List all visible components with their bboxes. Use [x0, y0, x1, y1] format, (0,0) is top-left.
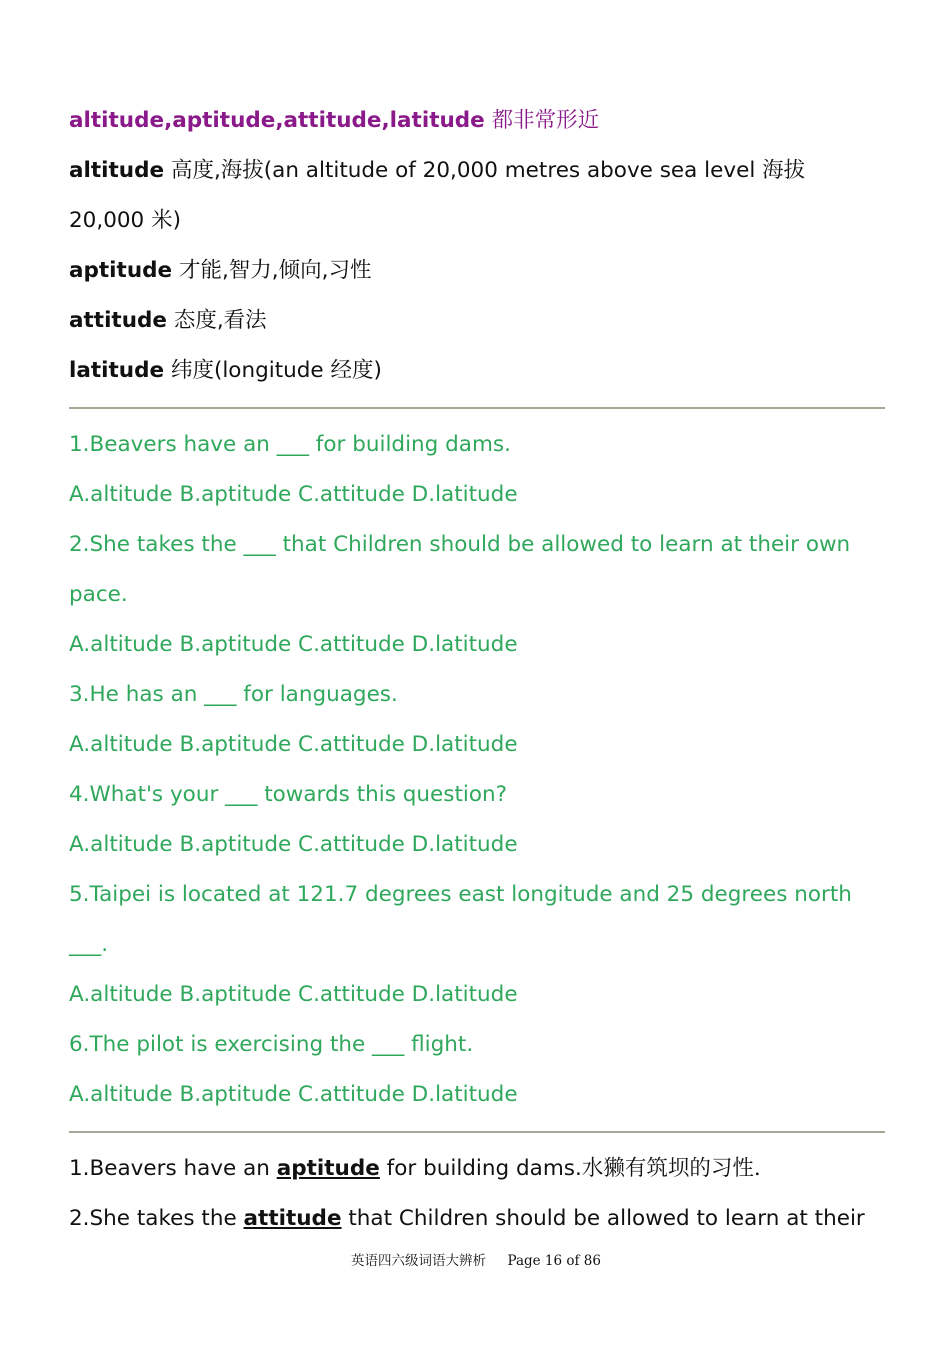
document-body: [69, 96, 885, 1244]
answer-suffix: that Children should be allowed to learn at their: [348, 1206, 865, 1231]
heading-note: 都非常形近: [491, 108, 600, 133]
definition-latitude: [69, 346, 885, 396]
options-line: A.altitude B.aptitude C.attitude D.latitude: [69, 1082, 518, 1107]
divider: [69, 1131, 885, 1133]
question-line: 4.What's your ___ towards this question?: [69, 782, 508, 807]
question-line: pace.: [69, 582, 128, 607]
definition-word: attitude: [69, 308, 167, 333]
definition-text: 20,000 米): [69, 208, 181, 233]
question-line: ___.: [69, 932, 109, 957]
answer-prefix: 1.Beavers have an: [69, 1156, 277, 1181]
question-line: 1.Beavers have an ___ for building dams.: [69, 432, 511, 457]
options-line: A.altitude B.aptitude C.attitude D.latitude: [69, 982, 518, 1007]
options-line: A.altitude B.aptitude C.attitude D.latitude: [69, 832, 518, 857]
footer-title: 英语四六级词语大辨析: [351, 1253, 486, 1269]
question-line: 3.He has an ___ for languages.: [69, 682, 398, 707]
heading-words: altitude,aptitude,attitude,latitude: [69, 108, 485, 133]
question-line: 5.Taipei is located at 121.7 degrees east longitude and 25 degrees north: [69, 882, 852, 907]
question-line: 2.She takes the ___ that Children should be allowed to learn at their own: [69, 532, 851, 557]
page-number: Page 16 of 86: [507, 1253, 601, 1269]
divider: [69, 407, 885, 409]
question-line: 6.The pilot is exercising the ___ flight.: [69, 1032, 474, 1057]
definition-attitude: [69, 296, 885, 346]
answer-translation: 水獭有筑坝的习性.: [581, 1156, 761, 1181]
answer-suffix: for building dams.: [386, 1156, 582, 1181]
definition-word: altitude: [69, 158, 165, 183]
answer-line: [69, 1194, 885, 1244]
heading-line: [69, 96, 885, 146]
definition-text: 态度,看法: [173, 308, 267, 333]
answer-word: aptitude: [276, 1156, 380, 1181]
definition-continuation: [69, 196, 885, 246]
answer-word: attitude: [243, 1206, 342, 1231]
page-footer: [0, 1249, 952, 1269]
question-list: [69, 420, 885, 1120]
definition-text: 纬度(longitude 经度): [170, 358, 382, 383]
options-line: A.altitude B.aptitude C.attitude D.latitude: [69, 482, 518, 507]
options-line: A.altitude B.aptitude C.attitude D.latitude: [69, 632, 518, 657]
options-line: A.altitude B.aptitude C.attitude D.latitude: [69, 732, 518, 757]
definition-altitude: [69, 146, 885, 196]
definition-text: 才能,智力,倾向,习性: [178, 258, 372, 283]
definition-aptitude: [69, 246, 885, 296]
definition-word: latitude: [69, 358, 165, 383]
definition-text: 高度,海拔(an altitude of 20,000 metres above sea level 海拔: [170, 158, 806, 183]
answer-line: [69, 1144, 885, 1194]
definition-word: aptitude: [69, 258, 173, 283]
answer-prefix: 2.She takes the: [69, 1206, 244, 1231]
